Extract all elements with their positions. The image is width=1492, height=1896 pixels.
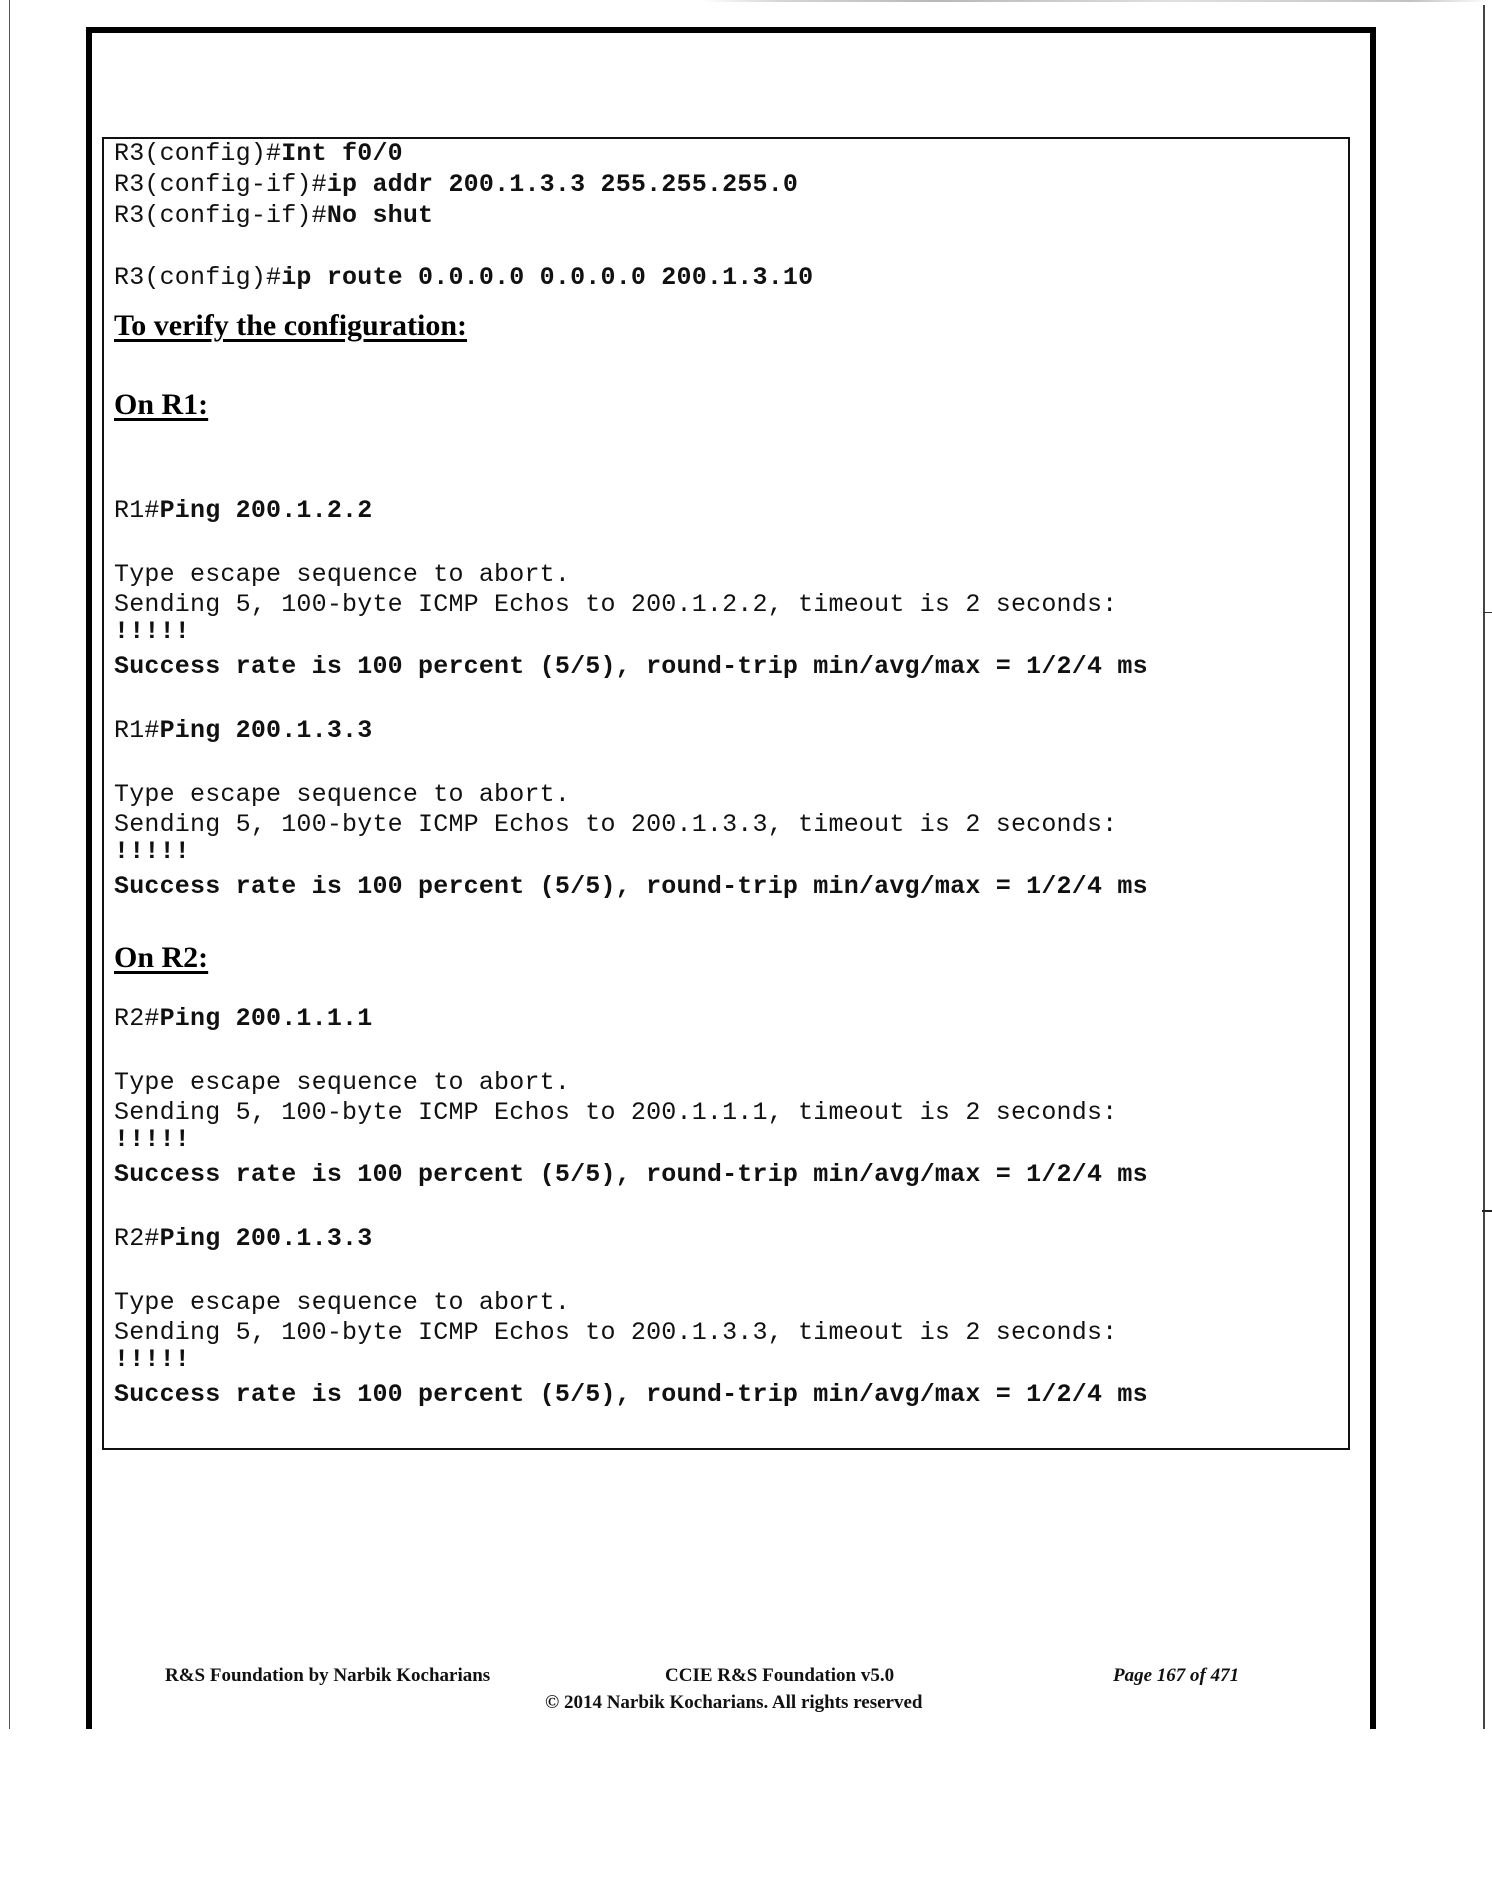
cli-command: No shut [326,201,434,230]
cli-prompt: R1# [114,496,160,525]
ping-command-line [114,1224,372,1254]
ping-abort-line: Type escape sequence to abort. [114,780,571,809]
ping-command-line [114,496,372,526]
ping-sending-line: Sending 5, 100-byte ICMP Echos to 200.1.3.3, timeout is 2 seconds: [114,810,1118,839]
cli-command: Ping 200.1.3.3 [159,1224,373,1253]
ping-abort-line: Type escape sequence to abort. [114,1288,571,1317]
ping-sending-line: Sending 5, 100-byte ICMP Echos to 200.1.1.1, timeout is 2 seconds: [114,1098,1118,1127]
cli-command: ip addr 200.1.3.3 255.255.255.0 [326,170,799,199]
ping-abort-line: Type escape sequence to abort. [114,560,571,589]
cli-command: Ping 200.1.2.2 [159,496,373,525]
footer-center: CCIE R&S Foundation v5.0 [665,1665,895,1686]
ping-marks: !!!!! [114,1345,191,1374]
config-line [114,170,798,200]
cli-prompt: R3(config-if)# [114,170,327,199]
section-heading-r2: On R2: [114,941,209,974]
cli-command: ip route 0.0.0.0 0.0.0.0 200.1.3.10 [281,263,814,292]
footer-left: R&S Foundation by Narbik Kocharians [165,1665,491,1686]
scan-top-noise [700,0,1490,2]
ping-marks: !!!!! [114,837,191,866]
cli-prompt: R1# [114,716,160,745]
ping-result-line: Success rate is 100 percent (5/5), round-trip min/avg/max = 1/2/4 ms [114,1160,1148,1189]
ping-result-line: Success rate is 100 percent (5/5), round-trip min/avg/max = 1/2/4 ms [114,652,1148,681]
ping-marks: !!!!! [114,617,191,646]
ping-command-line [114,1004,372,1034]
footer-copyright: © 2014 Narbik Kocharians. All rights reserved [545,1692,923,1713]
cli-prompt: R3(config)# [114,263,282,292]
cli-command: Ping 200.1.1.1 [159,1004,373,1033]
config-line [114,263,813,293]
cli-prompt: R2# [114,1004,160,1033]
ping-result-line: Success rate is 100 percent (5/5), round-trip min/avg/max = 1/2/4 ms [114,1380,1148,1409]
section-heading-r1: On R1: [114,388,209,421]
cli-command: Int f0/0 [281,139,403,168]
ping-abort-line: Type escape sequence to abort. [114,1068,571,1097]
cli-prompt: R2# [114,1224,160,1253]
cli-command: Ping 200.1.3.3 [159,716,373,745]
footer-page-number: Page 167 of 471 [1113,1665,1240,1686]
ping-sending-line: Sending 5, 100-byte ICMP Echos to 200.1.3.3, timeout is 2 seconds: [114,1318,1118,1347]
cli-prompt: R3(config-if)# [114,201,327,230]
cli-prompt: R3(config)# [114,139,282,168]
scan-edge-tick [1483,612,1492,613]
ping-result-line: Success rate is 100 percent (5/5), round-trip min/avg/max = 1/2/4 ms [114,872,1148,901]
config-line [114,139,403,169]
ping-sending-line: Sending 5, 100-byte ICMP Echos to 200.1.2.2, timeout is 2 seconds: [114,590,1118,619]
ping-command-line [114,716,372,746]
config-line [114,201,433,231]
scan-edge-right [1483,5,1485,1729]
scan-edge-tick [1482,1210,1492,1212]
scan-edge-left [9,0,10,1729]
ping-marks: !!!!! [114,1125,191,1154]
verify-heading: To verify the configuration: [114,309,468,342]
